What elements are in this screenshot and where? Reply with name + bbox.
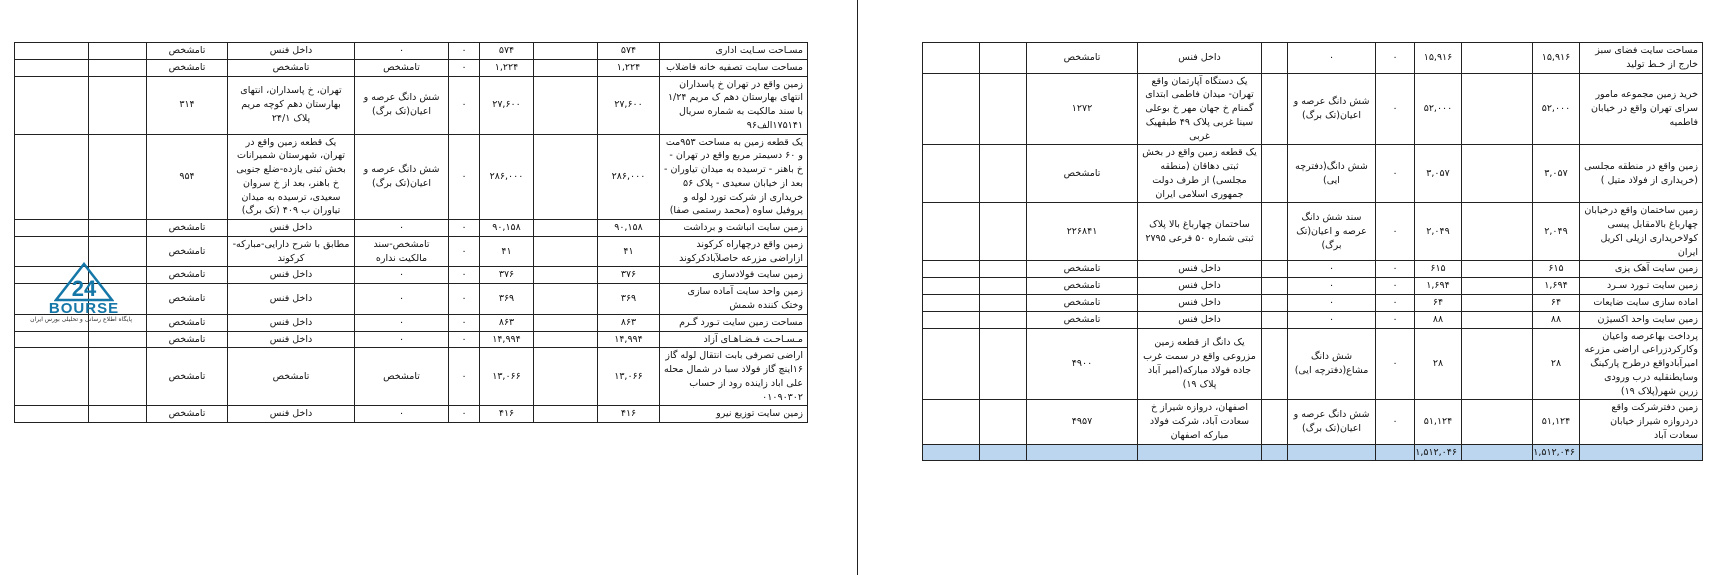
cell-f: داخل فنس: [228, 267, 355, 284]
cell-j: [923, 145, 980, 203]
cell-i: [980, 444, 1027, 461]
cell-j: [923, 328, 980, 400]
cell-desc: زمین واقع در تهران خ پاسداران انتهای بهارستان دهم ک مریم ۱/۲۴ با سند مالکیت به شماره سریال ۱۷۵۱۴۱الف۹۶: [660, 76, 808, 134]
cell-e: ۰: [1288, 261, 1376, 278]
cell-a: ۲۷,۶۰۰: [598, 76, 660, 134]
cell-g: داخل فنس: [1138, 311, 1262, 328]
cell-e: سند شش دانگ عرصه و اعیان(تک برگ): [1288, 203, 1376, 261]
cell-e: ۰: [355, 284, 449, 315]
table-row: [15, 348, 808, 406]
cell-f: داخل فنس: [228, 406, 355, 423]
cell-a: ۵۲,۰۰۰: [1533, 73, 1580, 145]
cell-desc: زمین سایت انباشت و برداشت: [660, 220, 808, 237]
cell-g: تامشخص: [147, 348, 228, 406]
cell-e: تامشخص: [355, 59, 449, 76]
cell-a: ۱۵,۹۱۶: [1533, 43, 1580, 74]
cell-f: [1262, 311, 1288, 328]
cell-d: ۰: [449, 348, 480, 406]
cell-g: تامشخص: [147, 236, 228, 267]
cell-f: تهران، خ پاسداران، انتهای بهارستان دهم کوچه مریم پلاک ۲۴/۱: [228, 76, 355, 134]
cell-g: [1138, 444, 1262, 461]
cell-j: [923, 295, 980, 312]
cell-a: ۵۱,۱۲۴: [1533, 400, 1580, 444]
cell-desc: یک قطعه زمین به مساحت ۹۵۳مت و ۶۰ دسیمتر مربع واقع در تهران - خ باهنر - ترسیده به میدان تیاوران - بعد از خیابان سعیدی - پلاک ۵۶ خریداری از شرکت تورد لوله و پروفیل ساوه (محمد رستمی صفا): [660, 134, 808, 220]
cell-g: داخل فنس: [1138, 43, 1262, 74]
cell-c: ۵۷۴: [480, 43, 534, 60]
table-row: [15, 331, 808, 348]
table-row: [923, 73, 1703, 145]
cell-b: [534, 348, 598, 406]
cell-f: [1262, 328, 1288, 400]
cell-a: ۱,۶۹۴: [1533, 278, 1580, 295]
cell-i: [15, 76, 89, 134]
cell-e: شش دانگ عرصه و اعیان(تک برگ): [355, 76, 449, 134]
property-table-left: [14, 42, 808, 423]
cell-c: ۱,۵۱۲,۰۴۶: [1415, 444, 1462, 461]
svg-text:24: 24: [71, 276, 97, 301]
property-table-right: [922, 42, 1703, 461]
cell-b: [1462, 328, 1533, 400]
cell-desc: اراضی تصرفی بابت انتقال لوله گاز ۱۶اینچ گاز فولاد سبا در شمال محله علی اباد زاینده رود از حساب ۰۱۰۹۰۳۰۲: [660, 348, 808, 406]
logo-subtitle: پایگاه اطلاع رسانی و تحلیلی بورس ایران: [30, 316, 132, 323]
cell-desc: زمین دفترشرکت واقع دردروازه شیراز خیابان سعادت آباد: [1580, 400, 1703, 444]
cell-i: [15, 331, 89, 348]
cell-d: ۰: [449, 220, 480, 237]
table-row: [15, 267, 808, 284]
cell-j: [923, 43, 980, 74]
cell-h: ۴۹۵۷: [1027, 400, 1138, 444]
cell-g: اصفهان، دروازه شیراز خ سعادت آباد، شرکت فولاد مبارکه اصفهان: [1138, 400, 1262, 444]
cell-a: ۱,۲۲۴: [598, 59, 660, 76]
cell-a: ۴۱۶: [598, 406, 660, 423]
cell-desc: زمین سایت واحد اکسیژن: [1580, 311, 1703, 328]
cell-desc: مساحت سایت تصفیه خانه فاضلاب: [660, 59, 808, 76]
cell-b: [1462, 73, 1533, 145]
cell-b: [534, 284, 598, 315]
cell-c: ۱,۶۹۴: [1415, 278, 1462, 295]
cell-g: ۹۵۴: [147, 134, 228, 220]
cell-c: ۱۴,۹۹۴: [480, 331, 534, 348]
cell-d: ۰: [449, 134, 480, 220]
property-table-right-body: [923, 43, 1703, 461]
cell-h: تامشخص: [1027, 311, 1138, 328]
cell-d: ۰: [1376, 203, 1415, 261]
cell-f: داخل فنس: [228, 220, 355, 237]
cell-h: تامشخص: [1027, 261, 1138, 278]
table-row: [923, 311, 1703, 328]
table-row: [15, 314, 808, 331]
cell-g: تامشخص: [147, 220, 228, 237]
cell-d: ۰: [449, 43, 480, 60]
cell-h: [89, 348, 147, 406]
cell-f: [1262, 278, 1288, 295]
cell-a: ۶۱۵: [1533, 261, 1580, 278]
cell-c: ۴۱: [480, 236, 534, 267]
cell-h: [89, 220, 147, 237]
cell-g: یک دستگاه آپارتمان واقع تهران- میدان فاطمی ابتدای گمنام خ جهان مهر خ بوعلی سینا غربی پلاک ۴۹ طبقهیک غربی: [1138, 73, 1262, 145]
cell-desc: زمین سایت تـورد سـرد: [1580, 278, 1703, 295]
cell-g: تامشخص: [147, 406, 228, 423]
cell-d: ۰: [1376, 295, 1415, 312]
cell-f: تامشخص: [228, 59, 355, 76]
cell-e: ۰: [1288, 278, 1376, 295]
cell-c: ۴۱۶: [480, 406, 534, 423]
cell-d: ۰: [449, 284, 480, 315]
cell-h: [89, 76, 147, 134]
cell-i: [980, 43, 1027, 74]
cell-d: [1376, 444, 1415, 461]
cell-f: [1262, 73, 1288, 145]
cell-c: ۱۵,۹۱۶: [1415, 43, 1462, 74]
cell-f: [1262, 203, 1288, 261]
cell-h: ۱۲۷۲: [1027, 73, 1138, 145]
cell-h: [89, 331, 147, 348]
cell-desc: مسـاحت سـایت اداری: [660, 43, 808, 60]
cell-c: ۲۷,۶۰۰: [480, 76, 534, 134]
cell-h: [89, 43, 147, 60]
cell-j: [923, 278, 980, 295]
cell-h: [89, 134, 147, 220]
cell-i: [15, 220, 89, 237]
cell-f: داخل فنس: [228, 314, 355, 331]
cell-b: [534, 76, 598, 134]
cell-j: [923, 73, 980, 145]
cell-h: تامشخص: [1027, 295, 1138, 312]
cell-g: داخل فنس: [1138, 261, 1262, 278]
cell-desc: زمین واقع در منطقه مجلسی (خریداری از فولاد متیل ): [1580, 145, 1703, 203]
cell-b: [1462, 43, 1533, 74]
cell-c: ۸۸: [1415, 311, 1462, 328]
cell-h: [89, 406, 147, 423]
cell-f: [1262, 400, 1288, 444]
cell-i: [15, 406, 89, 423]
cell-d: ۰: [449, 314, 480, 331]
table-row: [15, 236, 808, 267]
table-row: [923, 203, 1703, 261]
cell-d: ۰: [1376, 400, 1415, 444]
cell-d: ۰: [1376, 328, 1415, 400]
cell-desc: مـسـاحـت فـضـاهـای آزاد: [660, 331, 808, 348]
cell-desc: مساحت سایت فضای سبز خارج از خـط تولید: [1580, 43, 1703, 74]
cell-i: [980, 73, 1027, 145]
cell-desc: اماده سازی سایت ضایعات: [1580, 295, 1703, 312]
cell-c: ۳,۰۵۷: [1415, 145, 1462, 203]
cell-i: [980, 203, 1027, 261]
cell-e: ۰: [1288, 311, 1376, 328]
cell-i: [980, 328, 1027, 400]
cell-i: [980, 145, 1027, 203]
cell-i: [980, 295, 1027, 312]
cell-j: [923, 261, 980, 278]
cell-g: ۳۱۴: [147, 76, 228, 134]
cell-e: ۰: [355, 267, 449, 284]
cell-b: [534, 134, 598, 220]
cell-a: ۶۴: [1533, 295, 1580, 312]
cell-c: ۲,۰۴۹: [1415, 203, 1462, 261]
table-row: [923, 295, 1703, 312]
cell-f: [1262, 145, 1288, 203]
table-row: [15, 59, 808, 76]
cell-b: [1462, 278, 1533, 295]
cell-h: تامشخص: [1027, 43, 1138, 74]
cell-g: تامشخص: [147, 59, 228, 76]
cell-a: ۲۸۶,۰۰۰: [598, 134, 660, 220]
cell-b: [534, 314, 598, 331]
cell-f: [1262, 444, 1288, 461]
cell-b: [1462, 145, 1533, 203]
cell-c: ۶۱۵: [1415, 261, 1462, 278]
cell-d: ۰: [449, 236, 480, 267]
cell-b: [534, 59, 598, 76]
cell-b: [534, 236, 598, 267]
cell-b: [1462, 261, 1533, 278]
cell-c: ۹۰,۱۵۸: [480, 220, 534, 237]
cell-h: [89, 59, 147, 76]
cell-d: ۰: [449, 76, 480, 134]
cell-i: [980, 278, 1027, 295]
total-row: [923, 444, 1703, 461]
cell-a: ۹۰,۱۵۸: [598, 220, 660, 237]
cell-f: [1262, 295, 1288, 312]
cell-h: ۲۲۶۸۴۱: [1027, 203, 1138, 261]
cell-h: تامشخص: [1027, 278, 1138, 295]
cell-f: مطابق با شرح دارایی-مبارکه-کرکوند: [228, 236, 355, 267]
cell-e: تامشخص: [355, 348, 449, 406]
cell-desc: زمین سایت آهک پزی: [1580, 261, 1703, 278]
cell-desc: زمین واقع درچهاراه کرکوند ازاراضی مزرعه حاصلآبادکرکوند: [660, 236, 808, 267]
cell-d: ۰: [1376, 278, 1415, 295]
cell-b: [1462, 203, 1533, 261]
cell-d: ۰: [1376, 311, 1415, 328]
cell-b: [1462, 444, 1533, 461]
cell-c: ۵۲,۰۰۰: [1415, 73, 1462, 145]
cell-f: تامشخص: [228, 348, 355, 406]
cell-f: داخل فنس: [228, 43, 355, 60]
table-row: [15, 220, 808, 237]
cell-a: ۸۸: [1533, 311, 1580, 328]
cell-c: ۲۸۶,۰۰۰: [480, 134, 534, 220]
cell-a: ۱,۵۱۲,۰۴۶: [1533, 444, 1580, 461]
cell-a: ۳,۰۵۷: [1533, 145, 1580, 203]
cell-a: ۱۳,۰۶۶: [598, 348, 660, 406]
cell-i: [980, 261, 1027, 278]
table-row: [15, 43, 808, 60]
cell-b: [534, 267, 598, 284]
cell-e: شش دانگ(دفترچه ایی): [1288, 145, 1376, 203]
cell-e: ۰: [355, 331, 449, 348]
cell-f: داخل فنس: [228, 331, 355, 348]
cell-j: [923, 311, 980, 328]
cell-desc: زمین واحد سایت آماده سازی وختک کننده شمش: [660, 284, 808, 315]
cell-g: یک دانگ از قطعه زمین مزروعی واقع در سمت غرب جاده فولاد مبارکه(امیر آباد پلاک ۱۹): [1138, 328, 1262, 400]
cell-e: ۰: [355, 43, 449, 60]
cell-a: ۴۱: [598, 236, 660, 267]
cell-i: [980, 400, 1027, 444]
cell-b: [534, 43, 598, 60]
cell-g: یک قطعه زمین واقع در بخش ثبتی دهاقان (منطقه مجلسی) از طرف دولت جمهوری اسلامی ایران: [1138, 145, 1262, 203]
cell-g: تامشخص: [147, 43, 228, 60]
cell-c: ۸۶۳: [480, 314, 534, 331]
cell-d: ۰: [1376, 261, 1415, 278]
bourse-logo: [30, 262, 132, 324]
cell-desc: [1580, 444, 1703, 461]
table-row: [15, 406, 808, 423]
cell-a: ۲,۰۴۹: [1533, 203, 1580, 261]
cell-j: [923, 203, 980, 261]
table-row: [923, 278, 1703, 295]
cell-c: ۶۴: [1415, 295, 1462, 312]
cell-d: ۰: [449, 59, 480, 76]
cell-c: ۳۷۶: [480, 267, 534, 284]
cell-d: ۰: [449, 331, 480, 348]
table-row: [923, 43, 1703, 74]
cell-d: ۰: [449, 406, 480, 423]
property-table-left-body: [15, 43, 808, 423]
cell-desc: پرداخت بهاعرصه واعیان وکارکردزراعی اراضی مزرعه امیرآبادواقع درطرح پارکینگ وسایطنقلیه درب ورودی زرین شهر(پلاک ۱۹): [1580, 328, 1703, 400]
cell-h: ۴۹۰۰: [1027, 328, 1138, 400]
cell-b: [1462, 311, 1533, 328]
cell-e: شش دانگ عرصه و اعیان(تک برگ): [1288, 73, 1376, 145]
cell-e: ۰: [1288, 295, 1376, 312]
cell-e: شش دانگ مشاع(دفترچه ایی): [1288, 328, 1376, 400]
cell-g: تامشخص: [147, 267, 228, 284]
cell-f: [1262, 43, 1288, 74]
table-row: [923, 261, 1703, 278]
cell-c: ۳۶۹: [480, 284, 534, 315]
cell-c: ۱۳,۰۶۶: [480, 348, 534, 406]
table-row: [15, 76, 808, 134]
cell-c: ۵۱,۱۲۴: [1415, 400, 1462, 444]
cell-d: ۰: [1376, 145, 1415, 203]
cell-d: ۰: [1376, 73, 1415, 145]
cell-h: تامشخص: [1027, 145, 1138, 203]
cell-b: [534, 331, 598, 348]
cell-b: [1462, 295, 1533, 312]
bourse-24-logo-icon: [54, 262, 114, 302]
cell-j: [923, 444, 980, 461]
cell-e: ۰: [355, 220, 449, 237]
cell-a: ۱۴,۹۹۴: [598, 331, 660, 348]
cell-b: [1462, 400, 1533, 444]
cell-i: [15, 59, 89, 76]
cell-d: ۰: [449, 267, 480, 284]
cell-i: [980, 311, 1027, 328]
cell-e: شش دانگ عرصه و اعیان(تک برگ): [1288, 400, 1376, 444]
cell-e: شش دانگ عرصه و اعیان(تک برگ): [355, 134, 449, 220]
cell-g: ساختمان چهارباغ بالا پلاک ثبتی شماره ۵۰ فرعی ۲۷۹۵: [1138, 203, 1262, 261]
table-row: [923, 400, 1703, 444]
cell-a: ۳۷۶: [598, 267, 660, 284]
cell-a: ۵۷۴: [598, 43, 660, 60]
cell-h: [1027, 444, 1138, 461]
cell-a: ۸۶۳: [598, 314, 660, 331]
cell-g: تامشخص: [147, 331, 228, 348]
cell-i: [15, 348, 89, 406]
cell-a: ۲۸: [1533, 328, 1580, 400]
cell-c: ۱,۲۲۴: [480, 59, 534, 76]
table-row: [923, 328, 1703, 400]
cell-f: داخل فنس: [228, 284, 355, 315]
cell-j: [923, 400, 980, 444]
cell-b: [534, 406, 598, 423]
cell-c: ۲۸: [1415, 328, 1462, 400]
cell-d: ۰: [1376, 43, 1415, 74]
cell-g: تامشخص: [147, 314, 228, 331]
cell-e: ۰: [355, 314, 449, 331]
cell-g: داخل فنس: [1138, 278, 1262, 295]
cell-a: ۳۶۹: [598, 284, 660, 315]
table-row: [15, 284, 808, 315]
cell-desc: خرید زمین مجموعه مامور سرای تهران واقع در خیابان فاطمیه: [1580, 73, 1703, 145]
cell-e: ۰: [355, 406, 449, 423]
cell-f: [1262, 261, 1288, 278]
cell-i: [15, 43, 89, 60]
logo-word: BOURSE: [48, 300, 120, 317]
table-row: [923, 145, 1703, 203]
cell-g: تامشخص: [147, 284, 228, 315]
cell-b: [534, 220, 598, 237]
cell-e: تامشخص-سند مالکیت نداره: [355, 236, 449, 267]
cell-desc: زمین ساختمان واقع درخیابان چهارباغ بالامقابل پیسی کولاخریداری ازپلی اکریل ایران: [1580, 203, 1703, 261]
cell-desc: زمین سایت توزیع نیرو: [660, 406, 808, 423]
cell-g: داخل فنس: [1138, 295, 1262, 312]
table-row: [15, 134, 808, 220]
cell-i: [15, 134, 89, 220]
cell-e: ۰: [1288, 43, 1376, 74]
cell-f: یک قطعه زمین واقع در تهران، شهرستان شمیرانات بخش ثبتی یازده-ضلع جنوبی خ باهنر، بعد از خ سروان سعیدی، ترسیده به میدان تیاوران ب ۴۰۹ (تک برگ): [228, 134, 355, 220]
page-divider: [857, 0, 858, 575]
cell-desc: زمین سایت فولادسازی: [660, 267, 808, 284]
cell-e: [1288, 444, 1376, 461]
cell-desc: مساحت زمین سایت تـورد گـرم: [660, 314, 808, 331]
